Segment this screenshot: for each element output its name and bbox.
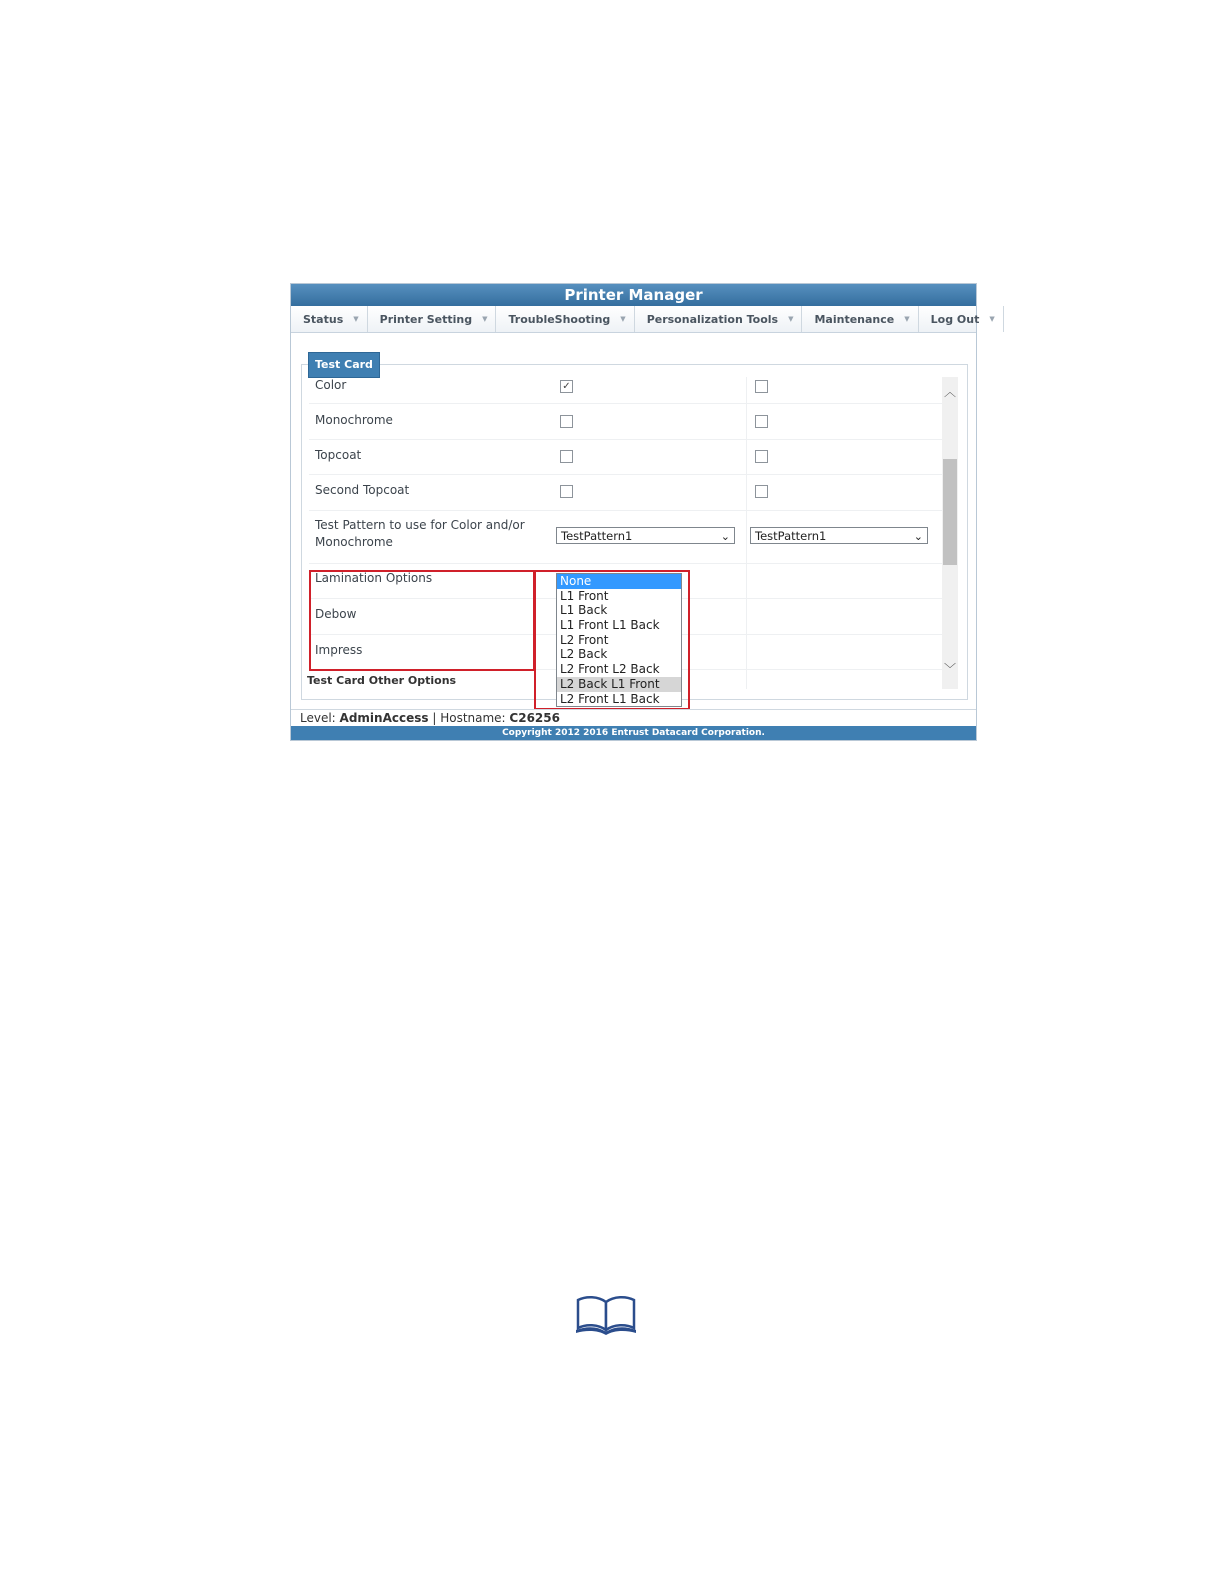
row-label: Second Topcoat	[315, 483, 410, 497]
list-option[interactable]: L1 Front	[560, 588, 609, 603]
menu-printer-setting[interactable]	[368, 306, 497, 332]
list-option[interactable]: L1 Front L1 Back	[560, 618, 660, 633]
chevron-down-icon: ▼	[353, 315, 359, 323]
chevron-down-icon: ▼	[989, 315, 995, 323]
select-value: TestPattern1	[561, 529, 633, 543]
menu-maintenance[interactable]	[802, 306, 918, 332]
highlight-labels-box	[309, 570, 535, 671]
menu-personalization-tools-label: Personalization Tools	[646, 312, 779, 326]
list-option[interactable]: None	[557, 574, 681, 589]
color-side1-checkbox[interactable]: ✓	[560, 380, 573, 393]
row-monochrome	[309, 403, 942, 440]
row-second-topcoat	[309, 474, 942, 511]
status-separator: |	[428, 711, 441, 725]
chevron-down-icon: ▼	[788, 315, 794, 323]
chevron-down-icon: ⌄	[913, 530, 923, 543]
chevron-down-icon: ▼	[482, 315, 488, 323]
color-side2-checkbox[interactable]	[755, 380, 768, 393]
vertical-scrollbar[interactable]	[942, 377, 958, 689]
monochrome-side2-checkbox[interactable]	[755, 415, 768, 428]
menu-printer-setting-label: Printer Setting	[379, 312, 473, 326]
menu-status-label: Status	[303, 312, 344, 326]
topcoat-side1-checkbox[interactable]	[560, 450, 573, 463]
lamination-label: Lamination Options	[315, 571, 433, 585]
menu-log-out-label: Log Out	[930, 312, 980, 326]
main-menu	[291, 306, 995, 333]
level-label: Level:	[300, 711, 340, 725]
impress-label: Impress	[315, 643, 363, 657]
test-pattern-label-line2: Monochrome	[315, 535, 393, 549]
second-topcoat-side1-checkbox[interactable]	[560, 485, 573, 498]
menu-troubleshooting[interactable]	[496, 306, 634, 332]
scroll-up-icon[interactable]: ︿	[943, 385, 956, 399]
menu-status[interactable]	[291, 306, 368, 332]
menu-personalization-tools[interactable]	[635, 306, 803, 332]
row-label: Topcoat	[315, 448, 362, 462]
copyright-footer: Copyright 2012 2016 Entrust Datacard Corporation.	[291, 726, 976, 740]
list-option[interactable]: L1 Back	[560, 603, 608, 618]
select-value: TestPattern1	[755, 529, 827, 543]
scroll-thumb[interactable]	[943, 459, 957, 565]
hostname-label: Hostname:	[440, 711, 510, 725]
list-option[interactable]: L2 Front L1 Back	[560, 691, 660, 706]
test-card-legend: Test Card	[308, 352, 380, 378]
book-icon[interactable]	[572, 1292, 640, 1336]
chevron-down-icon: ▼	[904, 315, 910, 323]
status-line	[291, 709, 976, 726]
monochrome-side1-checkbox[interactable]	[560, 415, 573, 428]
list-option[interactable]: L2 Front	[560, 632, 609, 647]
list-option[interactable]: L2 Back	[560, 647, 608, 662]
lamination-options-listbox[interactable]	[556, 573, 682, 707]
test-pattern-side1-select[interactable]	[556, 527, 735, 544]
app-title: Printer Manager	[291, 284, 976, 306]
scroll-down-icon[interactable]: ﹀	[943, 662, 956, 676]
menu-log-out[interactable]	[919, 306, 1004, 332]
chevron-down-icon: ⌄	[720, 530, 730, 543]
chevron-down-icon: ▼	[620, 315, 626, 323]
test-pattern-side2-select[interactable]	[750, 527, 928, 544]
hostname-value: C26256	[509, 711, 560, 725]
printer-manager-window	[290, 283, 995, 741]
level-value: AdminAccess	[339, 711, 429, 725]
debow-label: Debow	[315, 607, 357, 621]
row-test-pattern	[309, 510, 942, 564]
row-topcoat	[309, 439, 942, 475]
second-topcoat-side2-checkbox[interactable]	[755, 485, 768, 498]
menu-troubleshooting-label: TroubleShooting	[508, 312, 611, 326]
test-pattern-label-line1: Test Pattern to use for Color and/or	[315, 518, 525, 532]
topcoat-side2-checkbox[interactable]	[755, 450, 768, 463]
menu-maintenance-label: Maintenance	[814, 312, 895, 326]
row-label: Monochrome	[315, 413, 393, 427]
row-color	[309, 377, 942, 404]
list-option[interactable]: L2 Back L1 Front	[557, 677, 681, 692]
row-label: Color	[315, 378, 347, 392]
test-card-other-options[interactable]: Test Card Other Options	[307, 674, 457, 687]
list-option[interactable]: L2 Front L2 Back	[560, 662, 660, 677]
